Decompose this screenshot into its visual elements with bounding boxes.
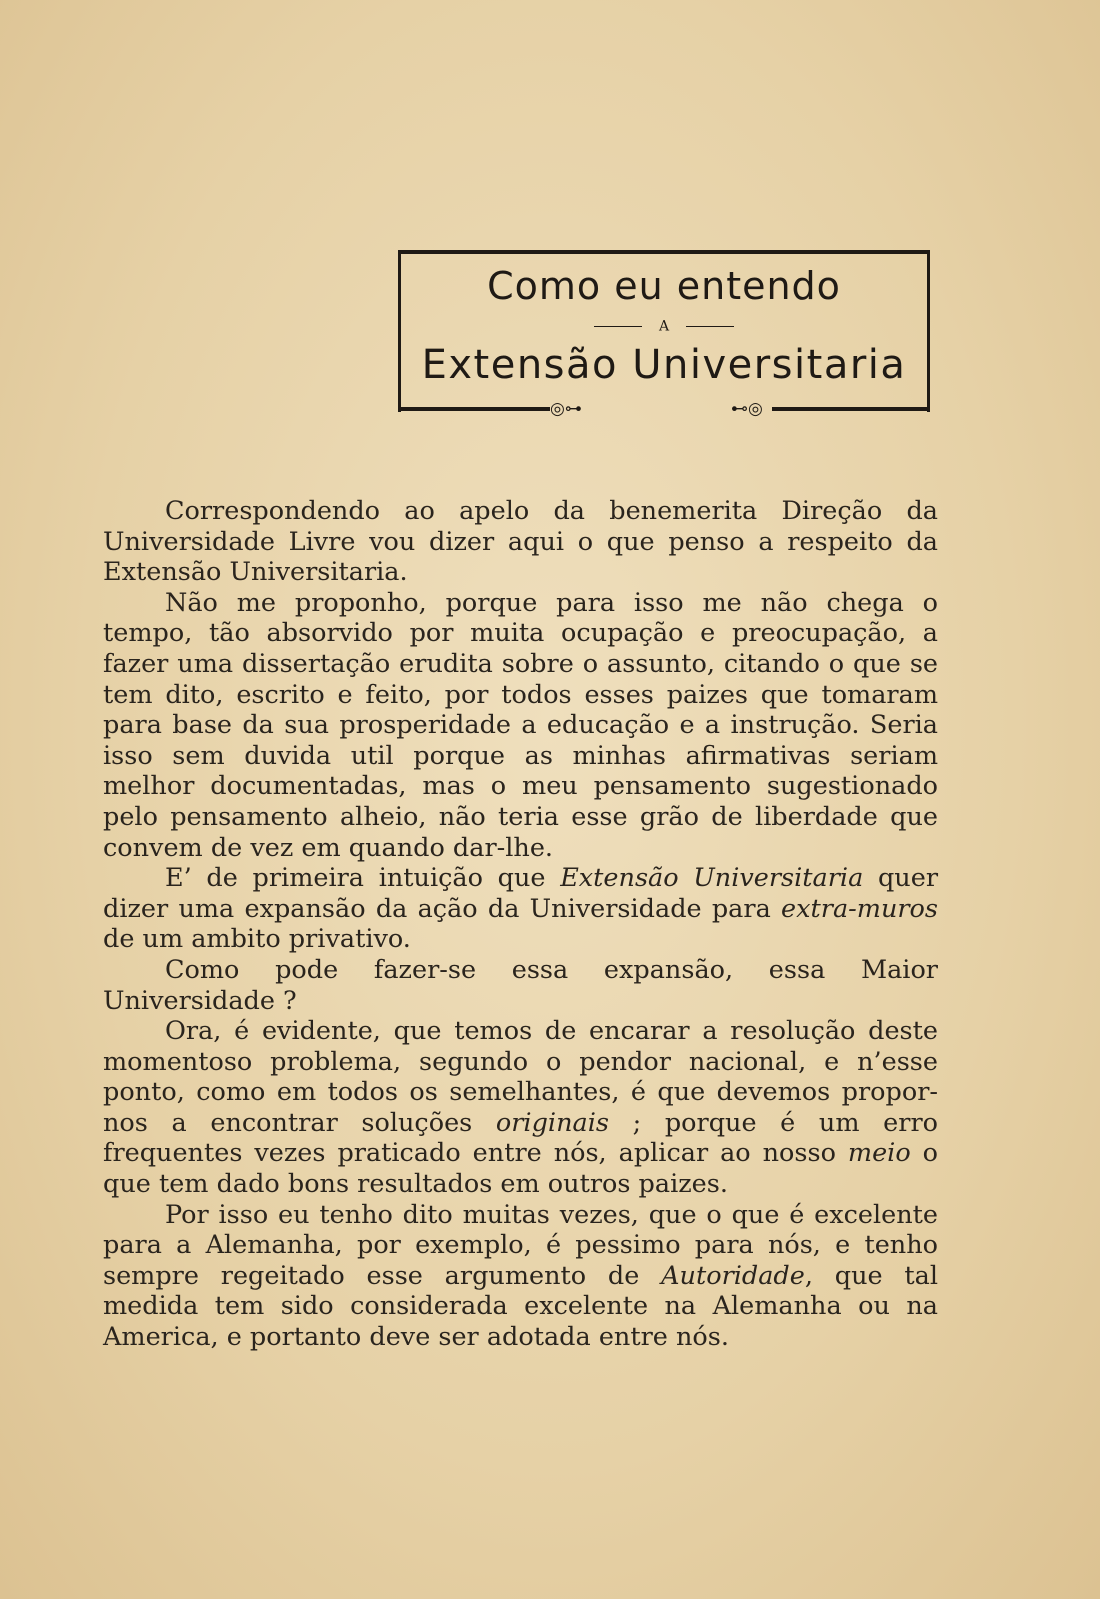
paragraph <box>103 1200 938 1353</box>
title-frame <box>398 250 930 419</box>
paragraph-text: de um ambito privativo. <box>103 924 411 955</box>
paragraph-text: Como pode fazer-se essa expansão, essa Maior Universidade ? <box>103 954 938 1016</box>
italic-text: meio <box>847 1138 911 1169</box>
paragraph <box>103 588 938 863</box>
paragraph-text: Por isso eu tenho dito muitas vezes, que o que é excelente para a Alemanha, por exemplo, é pessimo para nós, e tenho sempre regeitado esse argumento de <box>103 1199 938 1291</box>
paragraph-text: quer dizer uma expansão da ação da Universidade para <box>103 863 939 924</box>
frame-bottom-rule-left <box>398 407 550 411</box>
ornament-left-icon: ◎⊶ <box>550 399 582 419</box>
title-line-1: Como eu entendo <box>487 264 841 308</box>
paragraph-text: o que tem dado bons resultados em outros paizes. <box>103 1138 938 1200</box>
italic-text: Extensão Universitaria <box>560 863 864 894</box>
paragraph <box>103 1016 938 1200</box>
title-connector: A <box>658 318 670 335</box>
paragraph <box>103 955 938 1016</box>
title-connector-row <box>398 316 930 335</box>
title-line-2: Extensão Universitaria <box>421 342 907 388</box>
paragraph <box>103 863 938 955</box>
frame-bottom-rule-right <box>772 407 930 411</box>
paragraph-text: Não me proponho, porque para isso me não chega o tempo, tão absorvido por muita ocupação e preocupação, a fazer uma dissertação erudita sobre o assunto, citando o que se tem dito, escrito e feito, por todos esses paizes que tomaram para base da sua prosperidade a educação e a instrução. Seria isso sem duvida util porque as minhas afirmativas seriam melhor documentadas, mas o meu pensamento sugestionado pelo pensamento alheio, não teria esse grão de liberdade que convem de vez em quando dar-lhe. <box>103 587 938 863</box>
paragraph <box>103 496 938 588</box>
italic-text: extra-muros <box>781 893 938 924</box>
ornament-right-icon: ⊷◎ <box>731 399 763 419</box>
frame-top-rule <box>398 250 930 254</box>
paragraph-text: Correspondendo ao apelo da benemerita Direção da Universidade Livre vou dizer aqui o que penso a respeito da Extensão Universitaria. <box>103 496 938 588</box>
paragraph-text: ; porque é um erro frequentes vezes praticado entre nós, aplicar ao nosso <box>103 1107 938 1169</box>
paragraph-text: Ora, é evidente, que temos de encarar a resolução deste momentoso problema, segundo o pendor nacional, e n’esse ponto, como em todos os semelhantes, é que devemos propor-nos a encontrar soluções <box>103 1016 938 1138</box>
italic-text: originais <box>495 1107 609 1138</box>
body-text <box>103 496 938 1353</box>
italic-text: Autoridade <box>661 1260 805 1291</box>
connector-rule-right <box>686 326 734 327</box>
paragraph-text: , que tal medida tem sido considerada excelente na Alemanha ou na America, e portanto deve ser adotada entre nós. <box>103 1260 938 1353</box>
paragraph-text: E’ de primeira intuição que <box>165 863 561 894</box>
connector-rule-left <box>594 326 642 327</box>
